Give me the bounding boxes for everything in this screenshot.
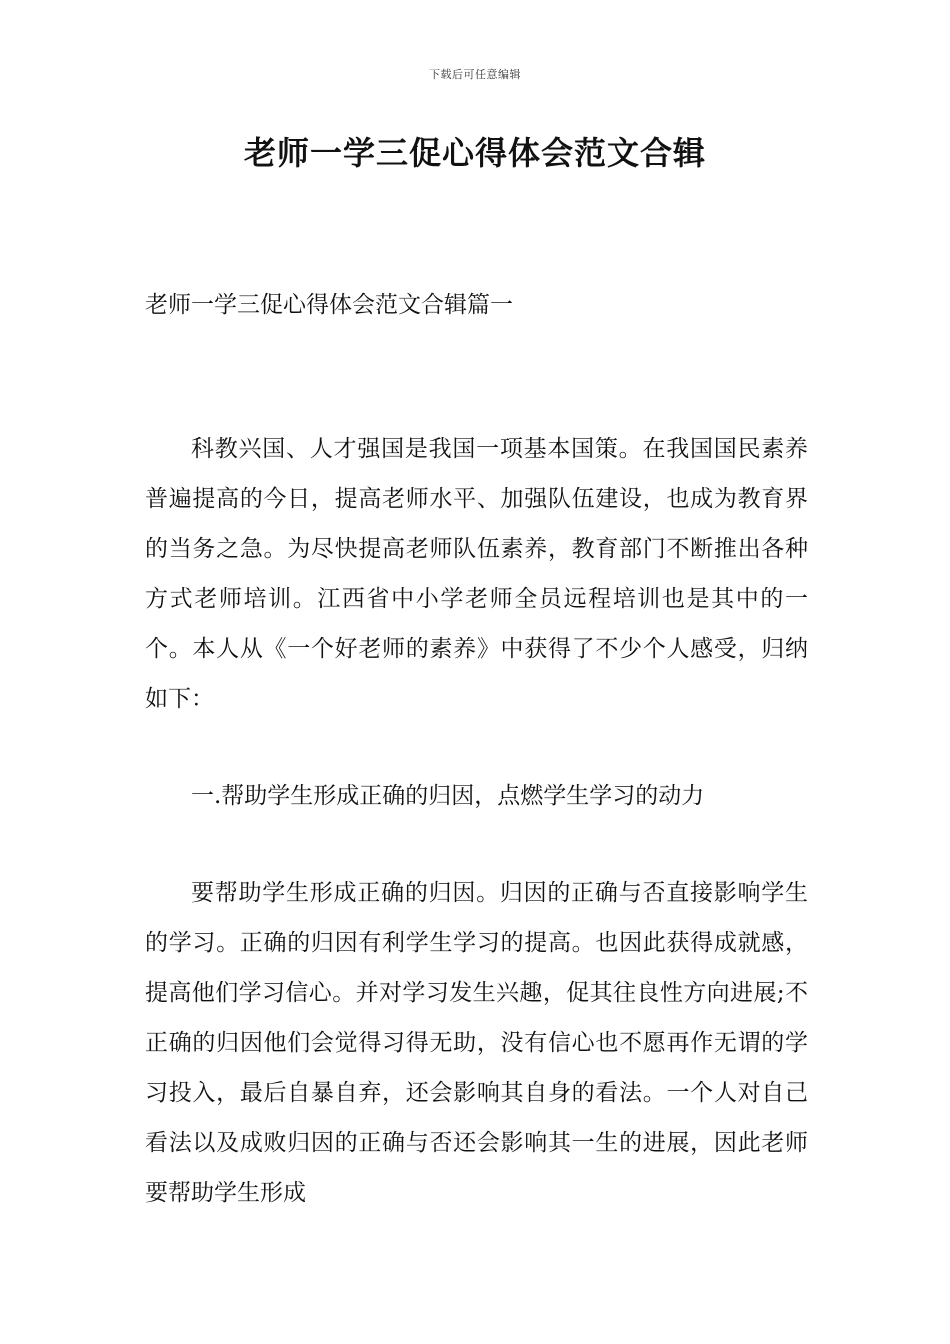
document-title: 老师一学三促心得体会范文合辑 — [243, 134, 706, 172]
body-paragraph-2: 要帮助学生形成正确的归因。归因的正确与否直接影响学生的学习。正确的归因有利学生学习的提高。也因此获得成就感，提高他们学习信心。并对学习发生兴趣，促其往良性方向进展;不正确的归因他们会觉得习得无助，没有信心也不愿再作无谓的学习投入，最后自暴自弃，还会影响其自身的看法。一个人对自己看法以及成败归因的正确与否还会影响其一生的进展，因此老师要帮助学生形成 — [145, 880, 808, 1206]
sub-heading-1: 一.帮助学生形成正确的归因，点燃学生学习的动力 — [191, 783, 705, 809]
section-heading: 老师一学三促心得体会范文合辑篇一 — [145, 292, 513, 318]
body-paragraph-1: 科教兴国、人才强国是我国一项基本国策。在我国国民素养普遍提高的今日，提高老师水平、加强队伍建设，也成为教育界的当务之急。为尽快提高老师队伍素养，教育部门不断推出各种方式老师培训。江西省中小学老师全员远程培训也是其中的一个。本人从《一个好老师的素养》中获得了不少个人感受，归纳如下： — [145, 436, 808, 712]
header-note: 下载后可任意编辑 — [429, 68, 521, 81]
